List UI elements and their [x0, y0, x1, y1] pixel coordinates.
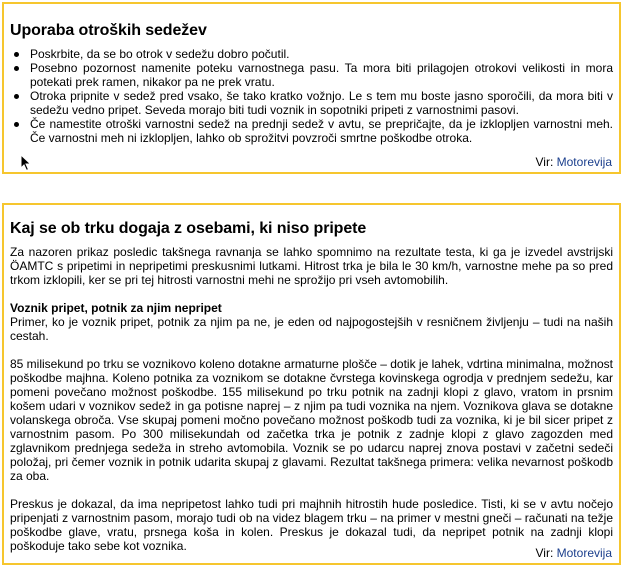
list-item: Otroka pripnite v sedež pred vsako, še tako kratko vožnjo. Le s tem mu boste jasno sporočili, da mora biti v sedežu vedno pripet. Seveda morajo biti tudi voznik in sopotniki pripeti z varnostnimi pasovi. [26, 89, 613, 117]
list-item: Če namestite otroški varnostni sedež na prednji sedež v avtu, se prepričajte, da je izklopljen varnostni meh. Če varnostni meh ni izklopljen, lahko ob sprožitvi povzroči smrtne poškodbe otroka. [26, 117, 613, 145]
article-title: Uporaba otroških sedežev [10, 22, 207, 39]
paragraph: 85 milisekund po trku se voznikovo koleno dotakne armaturne plošče – dotik je lahek, vdrtina minimalna, možnost poškodbe majhna. Koleno potnika za voznikom se dotakne čvrstega kovinskega ogrodja v prednjem sedežu, kar pomeni povečano možnost poškodbe. 155 milisekund po trku potnik na zadnji klopi z glavo, vratom in prsnim košem udari v voznikov sedež in ga potisne naprej – z njim pa tudi voznika na njem. Voznikova glava se dotakne volanskega obroča. Vse skupaj pomeni močno povečano možnost poškodb tudi za voznika, ki je bil sicer pripet z varnostnim pasom. Po 300 milisekundah od začetka trka je potnik z zadnje klopi z glavo zagozden med zglavnikom prednjega sedeža in streho avtomobila. Voznik se po udarcu naprej znova postavi v začetni sedeči položaj, pri čemer voznik in potnik udarita skupaj z glavami. Rezultat takšnega primera: velika nevarnost poškodb za oba. [10, 357, 613, 483]
article-title: Kaj se ob trku dogaja z osebami, ki niso pripete [10, 220, 367, 237]
list-item: Posebno pozornost namenite poteku varnostnega pasu. Ta mora biti prilagojen otrokovi velikosti in mora potekati prek ramen, nikakor pa ne prek vratu. [26, 61, 613, 89]
list-item: Poskrbite, da se bo otrok v sedežu dobro počutil. [26, 47, 613, 61]
source-attribution [536, 155, 613, 169]
mouse-cursor-icon [20, 154, 32, 172]
source-label: Vir: [535, 546, 554, 560]
paragraph: Primer, ko je voznik pripet, potnik za njim pa ne, je eden od najpogostejših v resničnem življenju – tudi na naših cestah. [10, 315, 613, 343]
source-attribution [536, 546, 613, 560]
source-label: Vir: [535, 155, 554, 169]
intro-paragraph: Za nazoren prikaz posledic takšnega ravnanja se lahko spomnimo na rezultate testa, ki ga je izvedel avstrijski ÖAMTC s pripetimi in nepripetimi preskusnimi lutkami. Hitrost trka je bila le 30 km/h, varnostne mehe pa so pred trkom izklopili, ker se pri tej hitrosti varnostni mehi ne sprožijo pri vseh avtomobilih. [10, 245, 613, 287]
source-link[interactable]: Motorevija [556, 155, 612, 169]
source-link[interactable]: Motorevija [556, 546, 612, 560]
paragraph: Preskus je dokazal, da ima nepripetost lahko tudi pri majhnih hitrostih hude posledice. Tisti, ki se v avtu nočejo pripenjati z varnostnim pasom, morajo tudi ob na videz blagem trku – na primer v mestni gneči – računati na težje poškodbe glave, vratu, prsnega koša in kolen. Preskus je dokazal tudi, da nepripet potnik na zadnji klopi poškoduje tako sebe kot voznika. [10, 497, 613, 553]
tips-list [10, 47, 613, 145]
section-subheading: Voznik pripet, potnik za njim nepripet [10, 301, 222, 315]
article-crash-unbelted [2, 203, 621, 565]
article-child-seats [2, 2, 621, 174]
